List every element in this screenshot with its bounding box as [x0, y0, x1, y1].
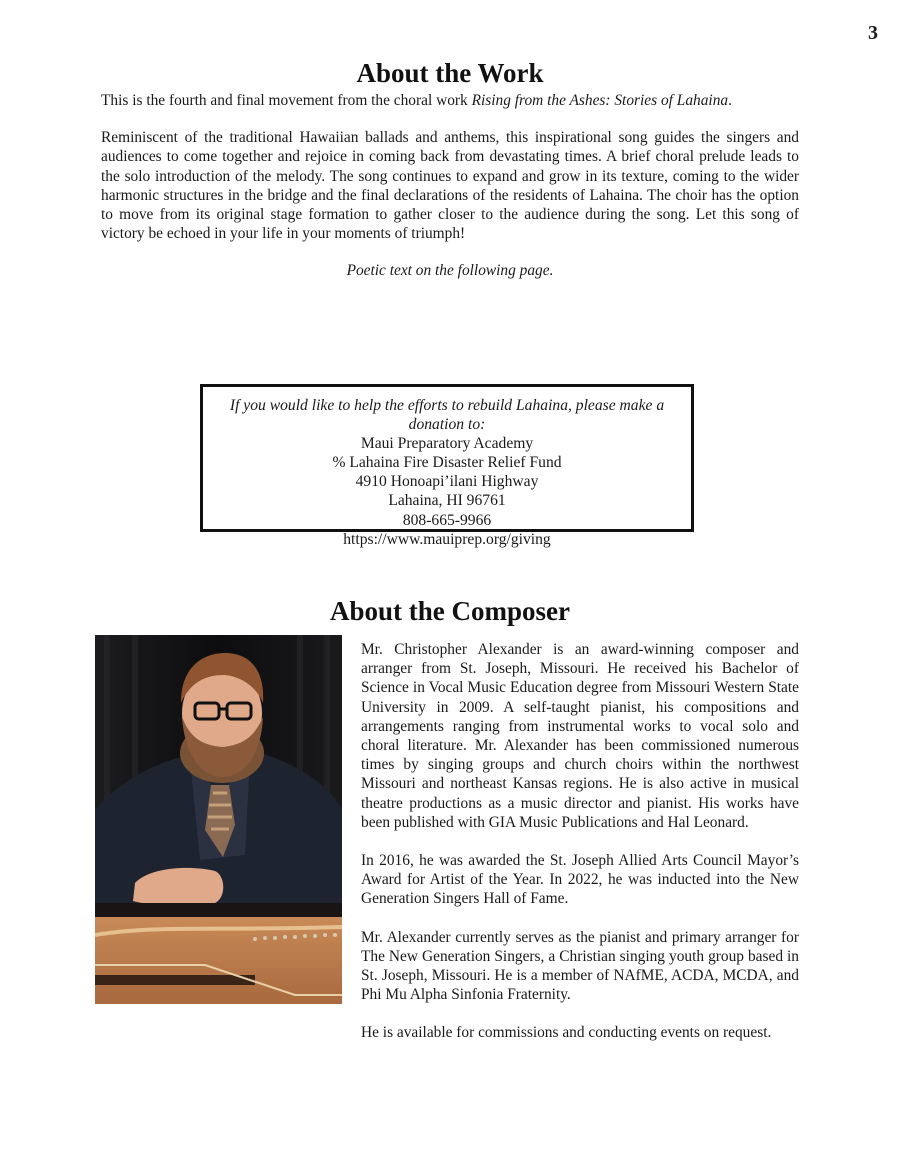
donation-city: Lahaina, HI 96761 [388, 492, 506, 510]
work-description: Reminiscent of the traditional Hawaiian ballads and anthems, this inspirational song guides the singers and audiences to come together and rejoice in coming back from devastating times. A brief choral prelude leads to the solo introduction of the melody. The song continues to expand and grow in its texture, coming to the wider harmonic structures in the bridge and the final declarations of the residents of Lahaina. The choir has the option to move from its original stage formation to gather closer to the audience during the song. Let this song of victory be echoed in your life in your moments of triumph! [101, 129, 799, 243]
intro-prefix: This is the fourth and final movement from the choral work [101, 92, 472, 109]
donation-org: Maui Preparatory Academy [360, 435, 534, 453]
poetic-text-note: Poetic text on the following page. [346, 262, 554, 280]
bio-paragraph-1: Mr. Christopher Alexander is an award-winning composer and arranger from St. Joseph, Missouri. He received his Bachelor of Science in Vocal Music Education degree from Missouri Western State University in 2009. A self-taught pianist, his compositions and arrangements ranging from instrumental works to vocal solo and choral literature. Mr. Alexander has been commissioned numerous times by singing groups and church choirs within the northwest Missouri and northeast Kansas regions. He is also active in musical theatre productions as a music director and pianist. His works have been published with GIA Music Publications and Hal Leonard. [361, 641, 799, 831]
about-work-section [101, 91, 799, 281]
bio-paragraph-2: In 2016, he was awarded the St. Joseph Allied Arts Council Mayor’s Award for Artist of the Year. In 2022, he was inducted into the New Generation Singers Hall of Fame. [361, 852, 799, 908]
intro-suffix: . [728, 92, 732, 109]
donation-lead: If you would like to help the efforts to rebuild Lahaina, please make a donation to: [229, 397, 665, 434]
donation-box [200, 384, 694, 548]
donation-url[interactable]: https://www.mauiprep.org/giving [343, 530, 551, 548]
composer-bio [361, 640, 799, 1062]
work-title-italic: Rising from the Ashes: Stories of Lahaina [471, 92, 729, 109]
bio-paragraph-3: Mr. Alexander currently serves as the pianist and primary arranger for The New Generation Singers, a Christian singing youth group based in St. Joseph, Missouri. He is a member of NAfME, ACDA, MCDA, and Phi Mu Alpha Sinfonia Fraternity. [361, 928, 799, 1004]
work-intro [101, 91, 799, 110]
bio-paragraph-4: He is available for commissions and conducting events on request. [361, 1024, 772, 1042]
page-number: 3 [868, 22, 878, 44]
about-work-heading: About the Work [356, 58, 544, 88]
composer-photo [95, 635, 342, 1004]
donation-fund: % Lahaina Fire Disaster Relief Fund [332, 454, 562, 472]
about-composer-heading: About the Composer [330, 596, 570, 626]
donation-street: 4910 Honoapi’ilani Highway [355, 473, 539, 491]
donation-phone: 808-665-9966 [402, 511, 492, 529]
